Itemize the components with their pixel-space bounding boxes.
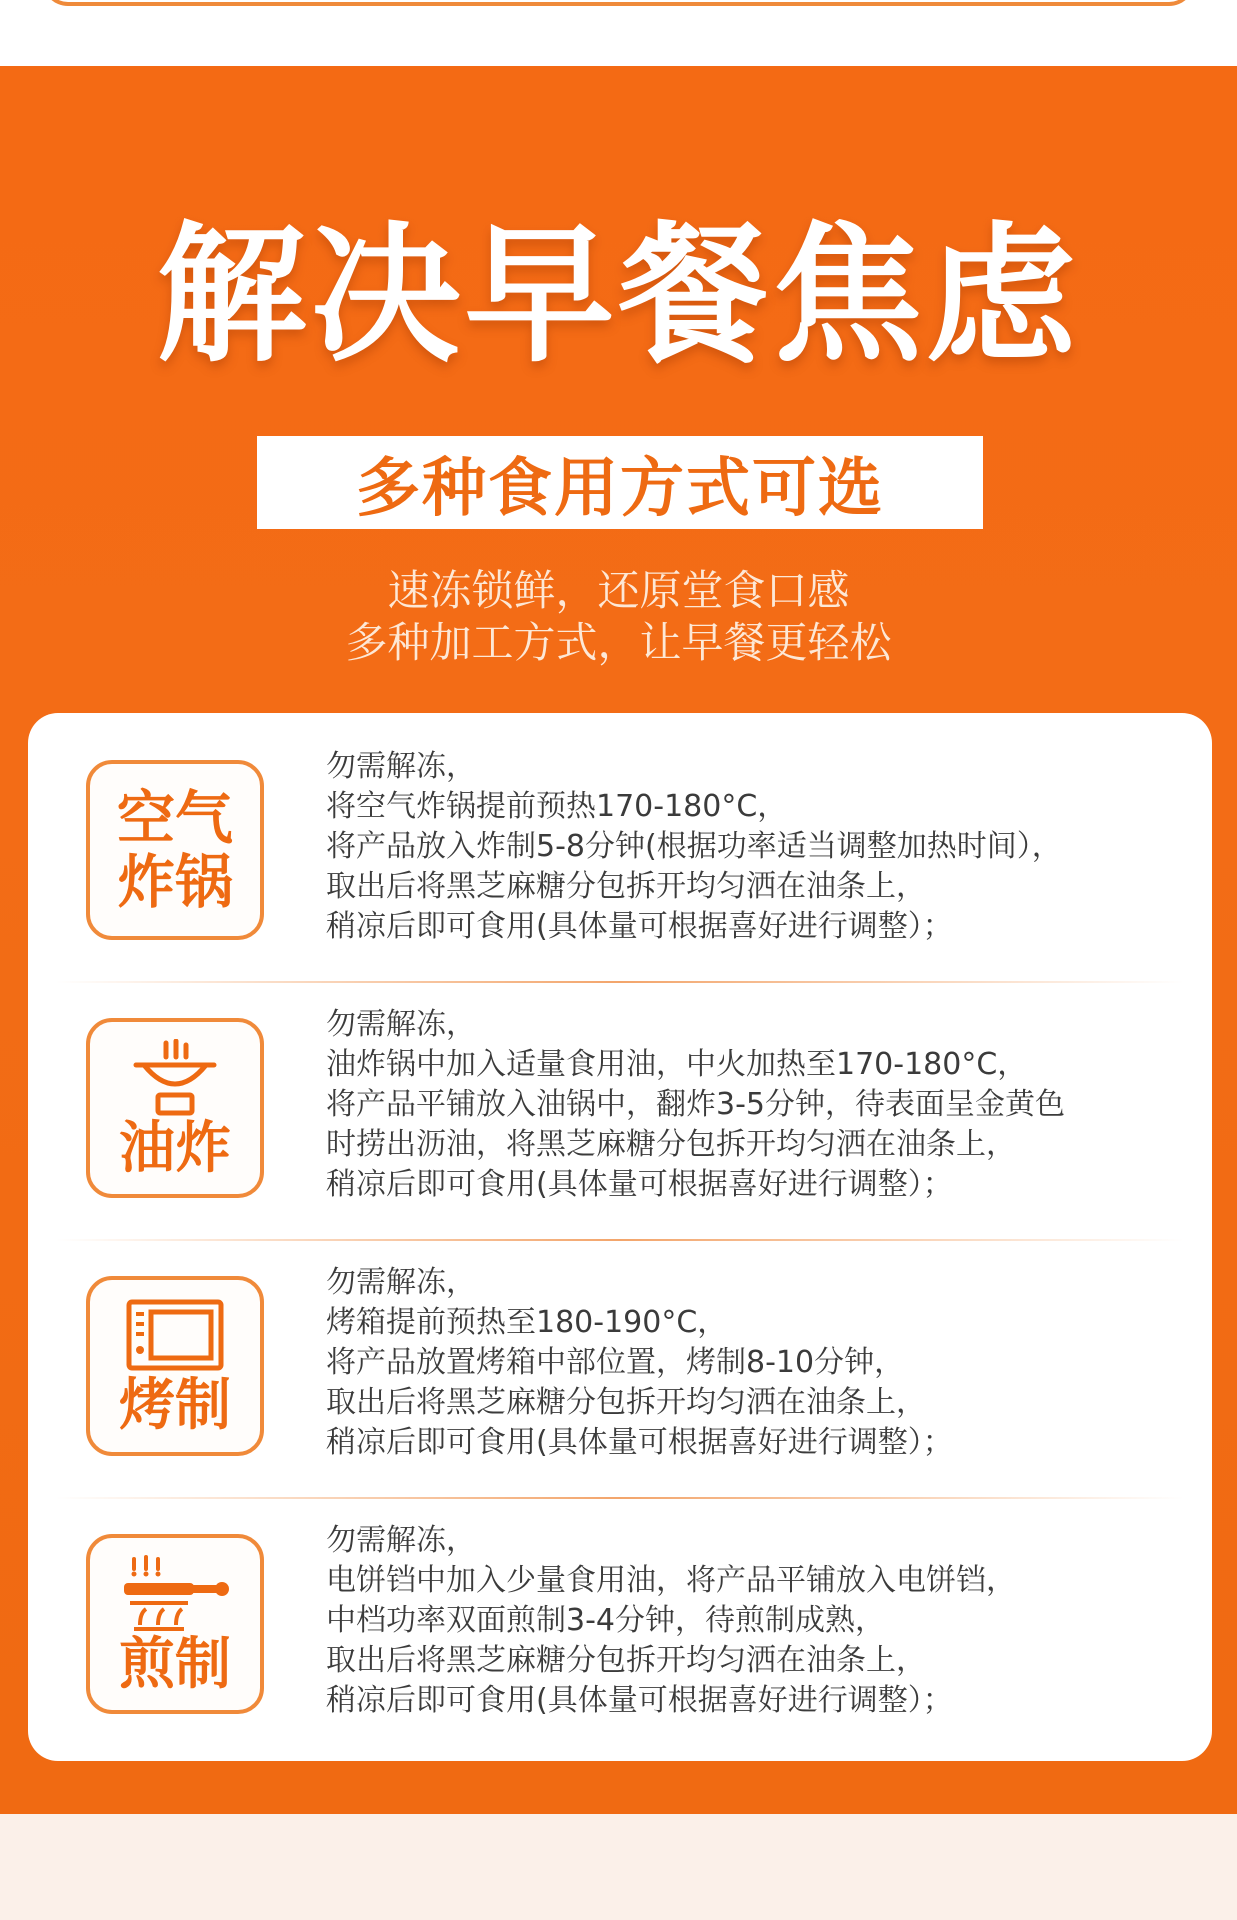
method-pan-fry [28,1487,1212,1745]
step-line: 勿需解冻， [326,1523,476,1558]
step-line: 取出后将黑芝麻糖分包拆开均匀洒在油条上， [326,1385,926,1420]
top-strip [0,0,1237,66]
steps-air-fryer [326,747,1196,947]
page-title: 解决早餐焦虑 [156,207,1081,383]
method-deep-fry [28,971,1212,1229]
badge-air-fryer [86,760,264,940]
methods-card [28,713,1212,1761]
bottom-strip [0,1814,1237,1920]
steps-pan-fry [326,1521,1196,1721]
method-bake [28,1229,1212,1487]
step-line: 稍凉后即可食用(具体量可根据喜好进行调整）； [326,1425,953,1460]
badge-bake [86,1276,264,1456]
fryer-pot-icon [130,1039,220,1119]
badge-label: 油炸 [119,1115,231,1181]
oven-icon [125,1298,225,1376]
previous-section-card [42,0,1195,6]
step-line: 取出后将黑芝麻糖分包拆开均匀洒在油条上， [326,869,926,904]
tagline-line-2: 多种加工方式，让早餐更轻松 [345,618,892,667]
subtitle-banner [257,436,983,529]
step-line: 中档功率双面煎制3-4分钟，待煎制成熟， [326,1603,885,1638]
frying-pan-icon [120,1555,230,1635]
step-line: 将产品放入炸制5-8分钟(根据功率适当调整加热时间）， [326,829,1062,864]
step-line: 稍凉后即可食用(具体量可根据喜好进行调整）； [326,1683,953,1718]
subtitle-text: 多种食用方式可选 [356,450,884,526]
step-line: 取出后将黑芝麻糖分包拆开均匀洒在油条上， [326,1643,926,1678]
step-line: 将产品放置烤箱中部位置，烤制8-10分钟， [326,1345,905,1380]
badge-pan-fry [86,1534,264,1714]
badge-label: 空气炸锅 [116,784,233,916]
badge-label: 煎制 [119,1631,231,1697]
badge-label: 烤制 [119,1372,231,1438]
steps-deep-fry [326,1005,1196,1205]
step-line: 时捞出沥油，将黑芝麻糖分包拆开均匀洒在油条上， [326,1127,1016,1162]
step-line: 稍凉后即可食用(具体量可根据喜好进行调整）； [326,909,953,944]
tagline-line-1: 速冻锁鲜，还原堂食口感 [387,566,850,615]
badge-deep-fry [86,1018,264,1198]
step-line: 烤箱提前预热至180-190°C， [326,1305,728,1340]
step-line: 勿需解冻， [326,749,476,784]
step-line: 勿需解冻， [326,1265,476,1300]
step-line: 稍凉后即可食用(具体量可根据喜好进行调整）； [326,1167,953,1202]
step-line: 勿需解冻， [326,1007,476,1042]
step-line: 电饼铛中加入少量食用油，将产品平铺放入电饼铛， [326,1563,1016,1598]
step-line: 将产品平铺放入油锅中，翻炸3-5分钟，待表面呈金黄色 [326,1087,1065,1122]
method-air-fryer [28,713,1212,971]
step-line: 油炸锅中加入适量食用油，中火加热至170-180°C， [326,1047,1028,1082]
step-line: 将空气炸锅提前预热170-180°C， [326,789,788,824]
steps-bake [326,1263,1196,1463]
